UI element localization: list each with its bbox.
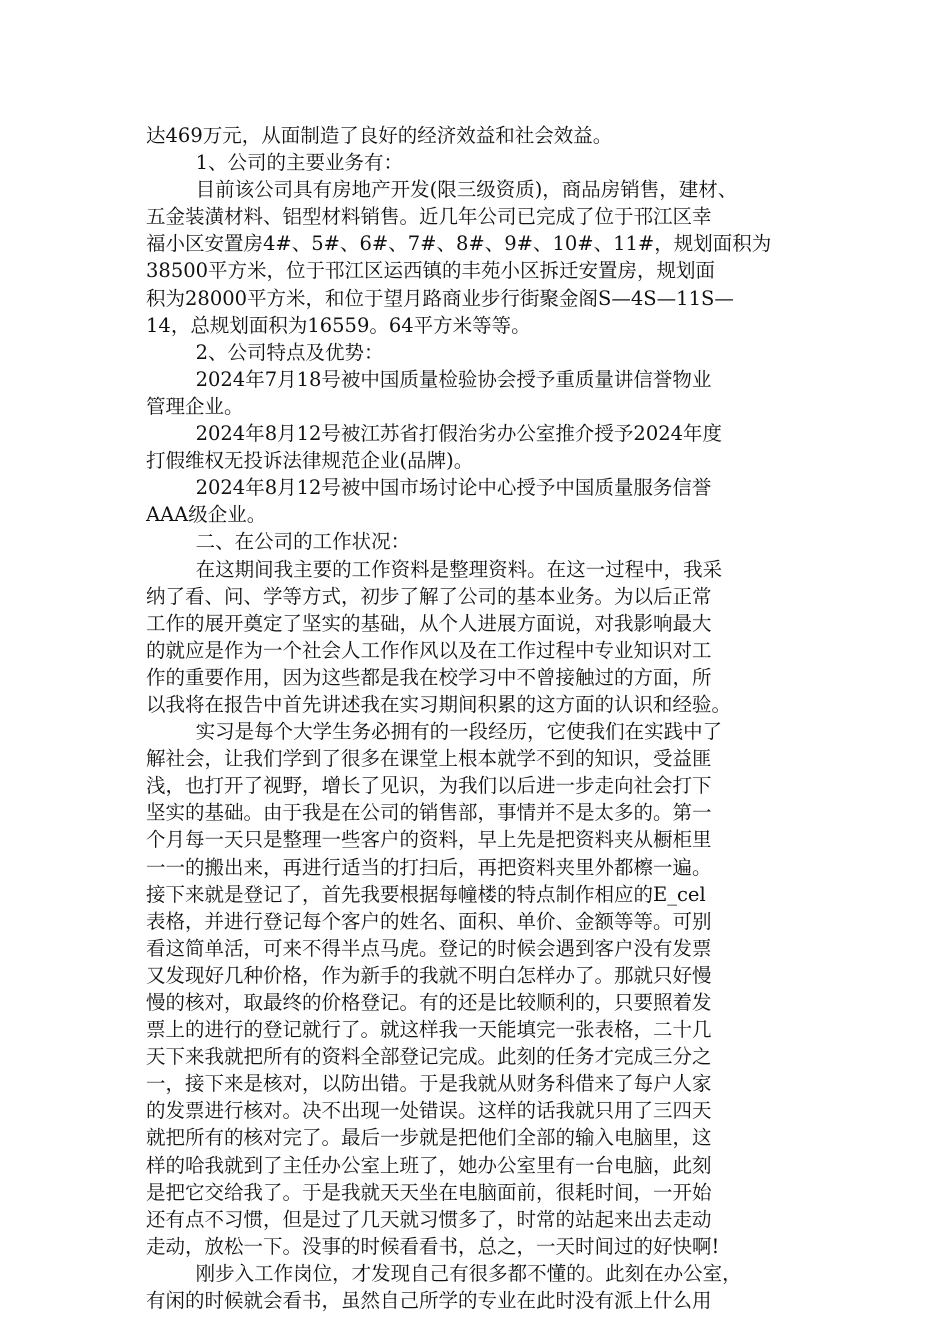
text-line: 实习是每个大学生务必拥有的一段经历，它使我们在实践中了: [146, 720, 723, 744]
text-line: 刚步入工作岗位，才发现自己有很多都不懂的。此刻在办公室，: [146, 1261, 742, 1285]
text-line: 2024年8月12号被江苏省打假治劣办公室推介授予2024年度: [146, 422, 723, 446]
text-line: 纳了看、问、学等方式，初步了解了公司的基本业务。为以后正常: [146, 584, 712, 608]
text-line: 又发现好几种价格，作为新手的我就不明白怎样办了。那就只好慢: [146, 963, 712, 987]
text-line: AAA级企业。: [146, 503, 267, 527]
text-line: 票上的进行的登记就行了。就这样我一天能填完一张表格，二十几: [146, 1018, 712, 1042]
text-line: 慢的核对，取最终的价格登记。有的还是比较顺利的，只要照着发: [146, 991, 712, 1014]
text-line: 解社会，让我们学到了很多在课堂上根本就学不到的知识，受益匪: [146, 747, 712, 771]
text-line: 还有点不习惯，但是过了几天就习惯多了，时常的站起来出去走动: [146, 1207, 712, 1231]
text-line: 1、公司的主要业务有：: [146, 151, 403, 175]
text-line: 福小区安置房4#、5#、6#、7#、8#、9#、10#、11#，规划面积为: [146, 232, 772, 256]
text-line: 是把它交给我了。于是我就天天坐在电脑面前，很耗时间，一开始: [146, 1180, 712, 1204]
text-line: 有闲的时候就会看书，虽然自己所学的专业在此时没有派上什么用: [146, 1289, 712, 1313]
text-line: 一一的搬出来，再进行适当的打扫后，再把资料夹里外都檫一遍。: [146, 855, 712, 879]
text-line: 二、在公司的工作状况：: [146, 530, 411, 554]
text-line: 工作的展开奠定了坚实的基础，从个人进展方面说，对我影响最大: [146, 611, 712, 635]
text-line: 管理企业。: [146, 394, 244, 418]
body-text: [146, 122, 826, 1314]
text-line: 2、公司特点及优势：: [146, 340, 384, 364]
text-line: 一，接下来是核对，以防出错。于是我就从财务科借来了每户人家: [146, 1072, 712, 1096]
text-line: 接下来就是登记了，首先我要根据每幢楼的特点制作相应的E_cel: [146, 882, 706, 906]
text-line: 以我将在报告中首先讲述我在实习期间积累的这方面的认识和经验。: [146, 692, 732, 716]
text-line: 坚实的基础。由于我是在公司的销售部，事情并不是太多的。第一: [146, 801, 712, 825]
text-line: 看这简单活，可来不得半点马虎。登记的时候会遇到客户没有发票: [146, 936, 712, 960]
text-line: 个月每一天只是整理一些客户的资料，早上先是把资料夹从橱柜里: [146, 828, 712, 852]
text-line: 14，总规划面积为16559。64平方米等等。: [146, 313, 531, 337]
text-line: 天下来我就把所有的资料全部登记完成。此刻的任务才完成三分之: [146, 1045, 712, 1069]
text-line: 积为28000平方米，和位于望月路商业步行街聚金阁S—4S—11S—: [146, 286, 734, 310]
text-line: 作的重要作用，因为这些都是我在校学习中不曾接触过的方面，所: [146, 665, 712, 689]
text-line: 2024年7月18号被中国质量检验协会授予重质量讲信誉物业: [146, 367, 712, 391]
text-line: 的发票进行核对。决不出现一处错误。这样的话我就只用了三四天: [146, 1099, 712, 1123]
text-line: 的就应是作为一个社会人工作作风以及在工作过程中专业知识对工: [146, 638, 712, 662]
text-line: 达469万元，从面制造了良好的经济效益和社会效益。: [146, 124, 613, 147]
text-line: 打假维权无投诉法律规范企业(品牌)。: [146, 449, 474, 473]
text-line: 浅，也打开了视野，增长了见识，为我们以后进一步走向社会打下: [146, 774, 712, 798]
text-line: 五金装潢材料、铝型材料销售。近几年公司已完成了位于邗江区幸: [146, 205, 712, 229]
text-line: 样的哈我就到了主任办公室上班了，她办公室里有一台电脑，此刻: [146, 1153, 712, 1177]
text-line: 目前该公司具有房地产开发(限三级资质)，商品房销售，建材、: [146, 178, 738, 202]
text-line: 表格，并进行登记每个客户的姓名、面积、单价、金额等等。可别: [146, 909, 712, 933]
text-line: 走动，放松一下。没事的时候看看书，总之，一天时间过的好快啊!: [146, 1234, 720, 1258]
text-line: 2024年8月12号被中国市场讨论中心授予中国质量服务信誉: [146, 476, 712, 500]
text-line: 38500平方米，位于邗江区运西镇的丰苑小区拆迁安置房，规划面: [146, 259, 716, 283]
text-line: 在这期间我主要的工作资料是整理资料。在这一过程中，我采: [146, 557, 723, 581]
text-line: 就把所有的核对完了。最后一步就是把他们全部的输入电脑里，这: [146, 1126, 712, 1150]
